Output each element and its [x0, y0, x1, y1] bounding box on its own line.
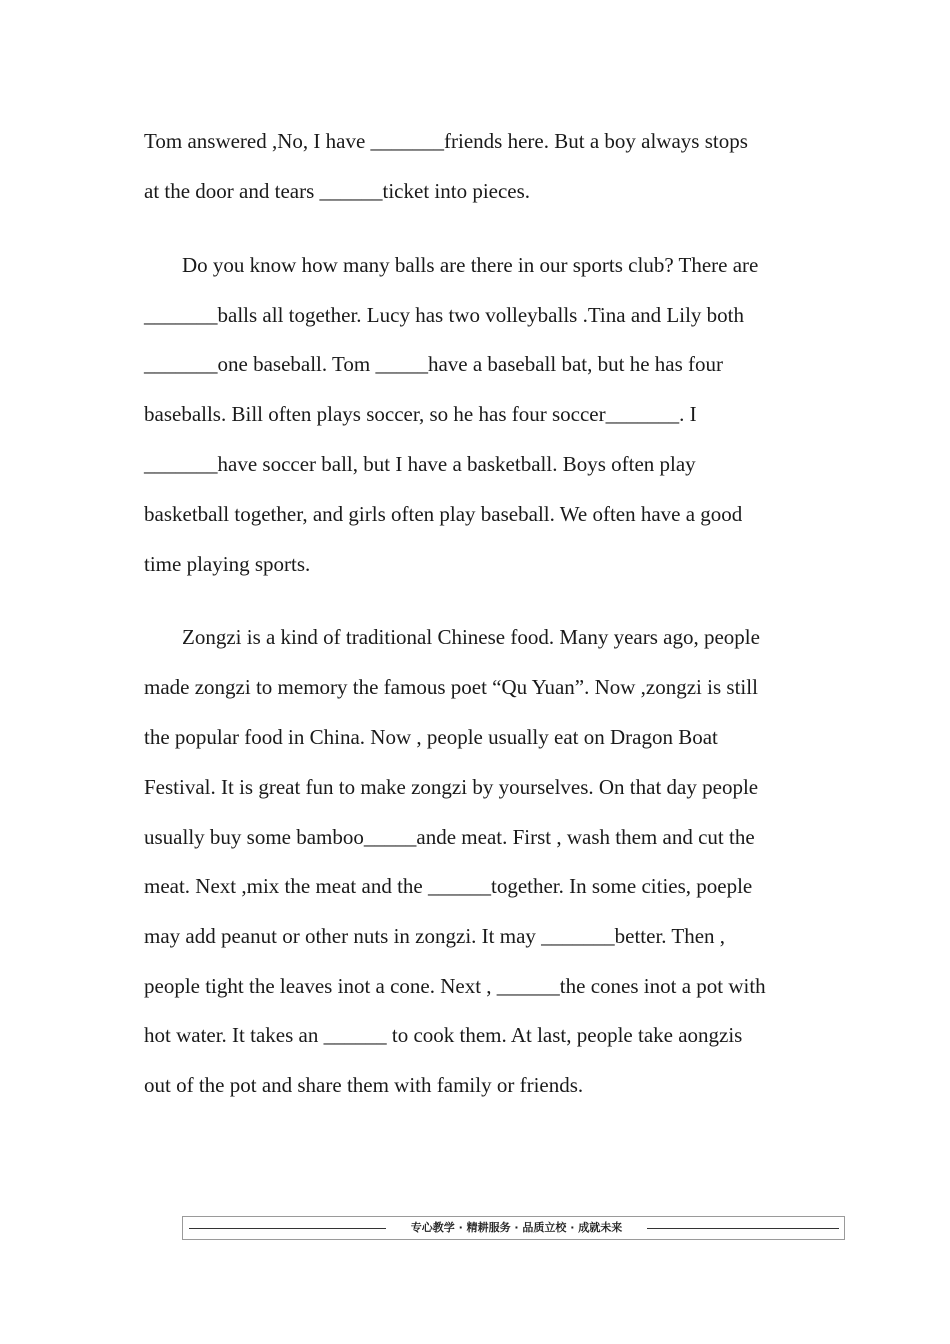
paragraph-3-line-10: out of the pot and share them with family or friends.: [144, 1073, 584, 1097]
paragraph-3-line-2: made zongzi to memory the famous poet “Qu Yuan”. Now ,zongzi is still: [144, 675, 758, 699]
paragraph-2-line-7: time playing sports.: [144, 552, 311, 576]
paragraph-3-line-5: usually buy some bamboo_____ande meat. First , wash them and cut the: [144, 825, 755, 849]
paragraph-3-line-3: the popular food in China. Now , people usually eat on Dragon Boat: [144, 725, 718, 749]
footer-motto: 专心教学 · 精耕服务 · 品质立校 · 成就未来: [410, 1221, 623, 1234]
paragraph-2-line-3: _______one baseball. Tom _____have a baseball bat, but he has four: [144, 352, 723, 376]
footer-right-rule: [647, 1228, 839, 1229]
paragraph-2-line-5: _______have soccer ball, but I have a basketball. Boys often play: [144, 452, 696, 476]
paragraph-2-line-4: baseballs. Bill often plays soccer, so he has four soccer_______. I: [144, 402, 697, 426]
paragraph-3-line-4: Festival. It is great fun to make zongzi by yourselves. On that day people: [144, 775, 759, 799]
paragraph-3-line-8: people tight the leaves inot a cone. Next , ______the cones inot a pot with: [144, 974, 766, 998]
paragraph-3-line-7: may add peanut or other nuts in zongzi. It may _______better. Then ,: [144, 924, 726, 948]
paragraph-3-line-1: Zongzi is a kind of traditional Chinese food. Many years ago, people: [182, 625, 760, 649]
paragraph-2-line-6: basketball together, and girls often play baseball. We often have a good: [144, 502, 743, 526]
page-footer: [182, 1216, 845, 1240]
footer-left-rule: [189, 1228, 386, 1229]
paragraph-3-line-6: meat. Next ,mix the meat and the ______together. In some cities, poeple: [144, 874, 753, 898]
paragraph-2-line-1: Do you know how many balls are there in our sports club? There are: [182, 253, 759, 277]
paragraph-3-line-9: hot water. It takes an ______ to cook them. At last, people take aongzis: [144, 1023, 743, 1047]
paragraph-2-line-2: _______balls all together. Lucy has two volleyballs .Tina and Lily both: [144, 303, 744, 327]
paragraph-1-line-2: at the door and tears ______ticket into pieces.: [144, 179, 531, 203]
paragraph-1-line-1: Tom answered ,No, I have _______friends here. But a boy always stops: [144, 129, 748, 153]
